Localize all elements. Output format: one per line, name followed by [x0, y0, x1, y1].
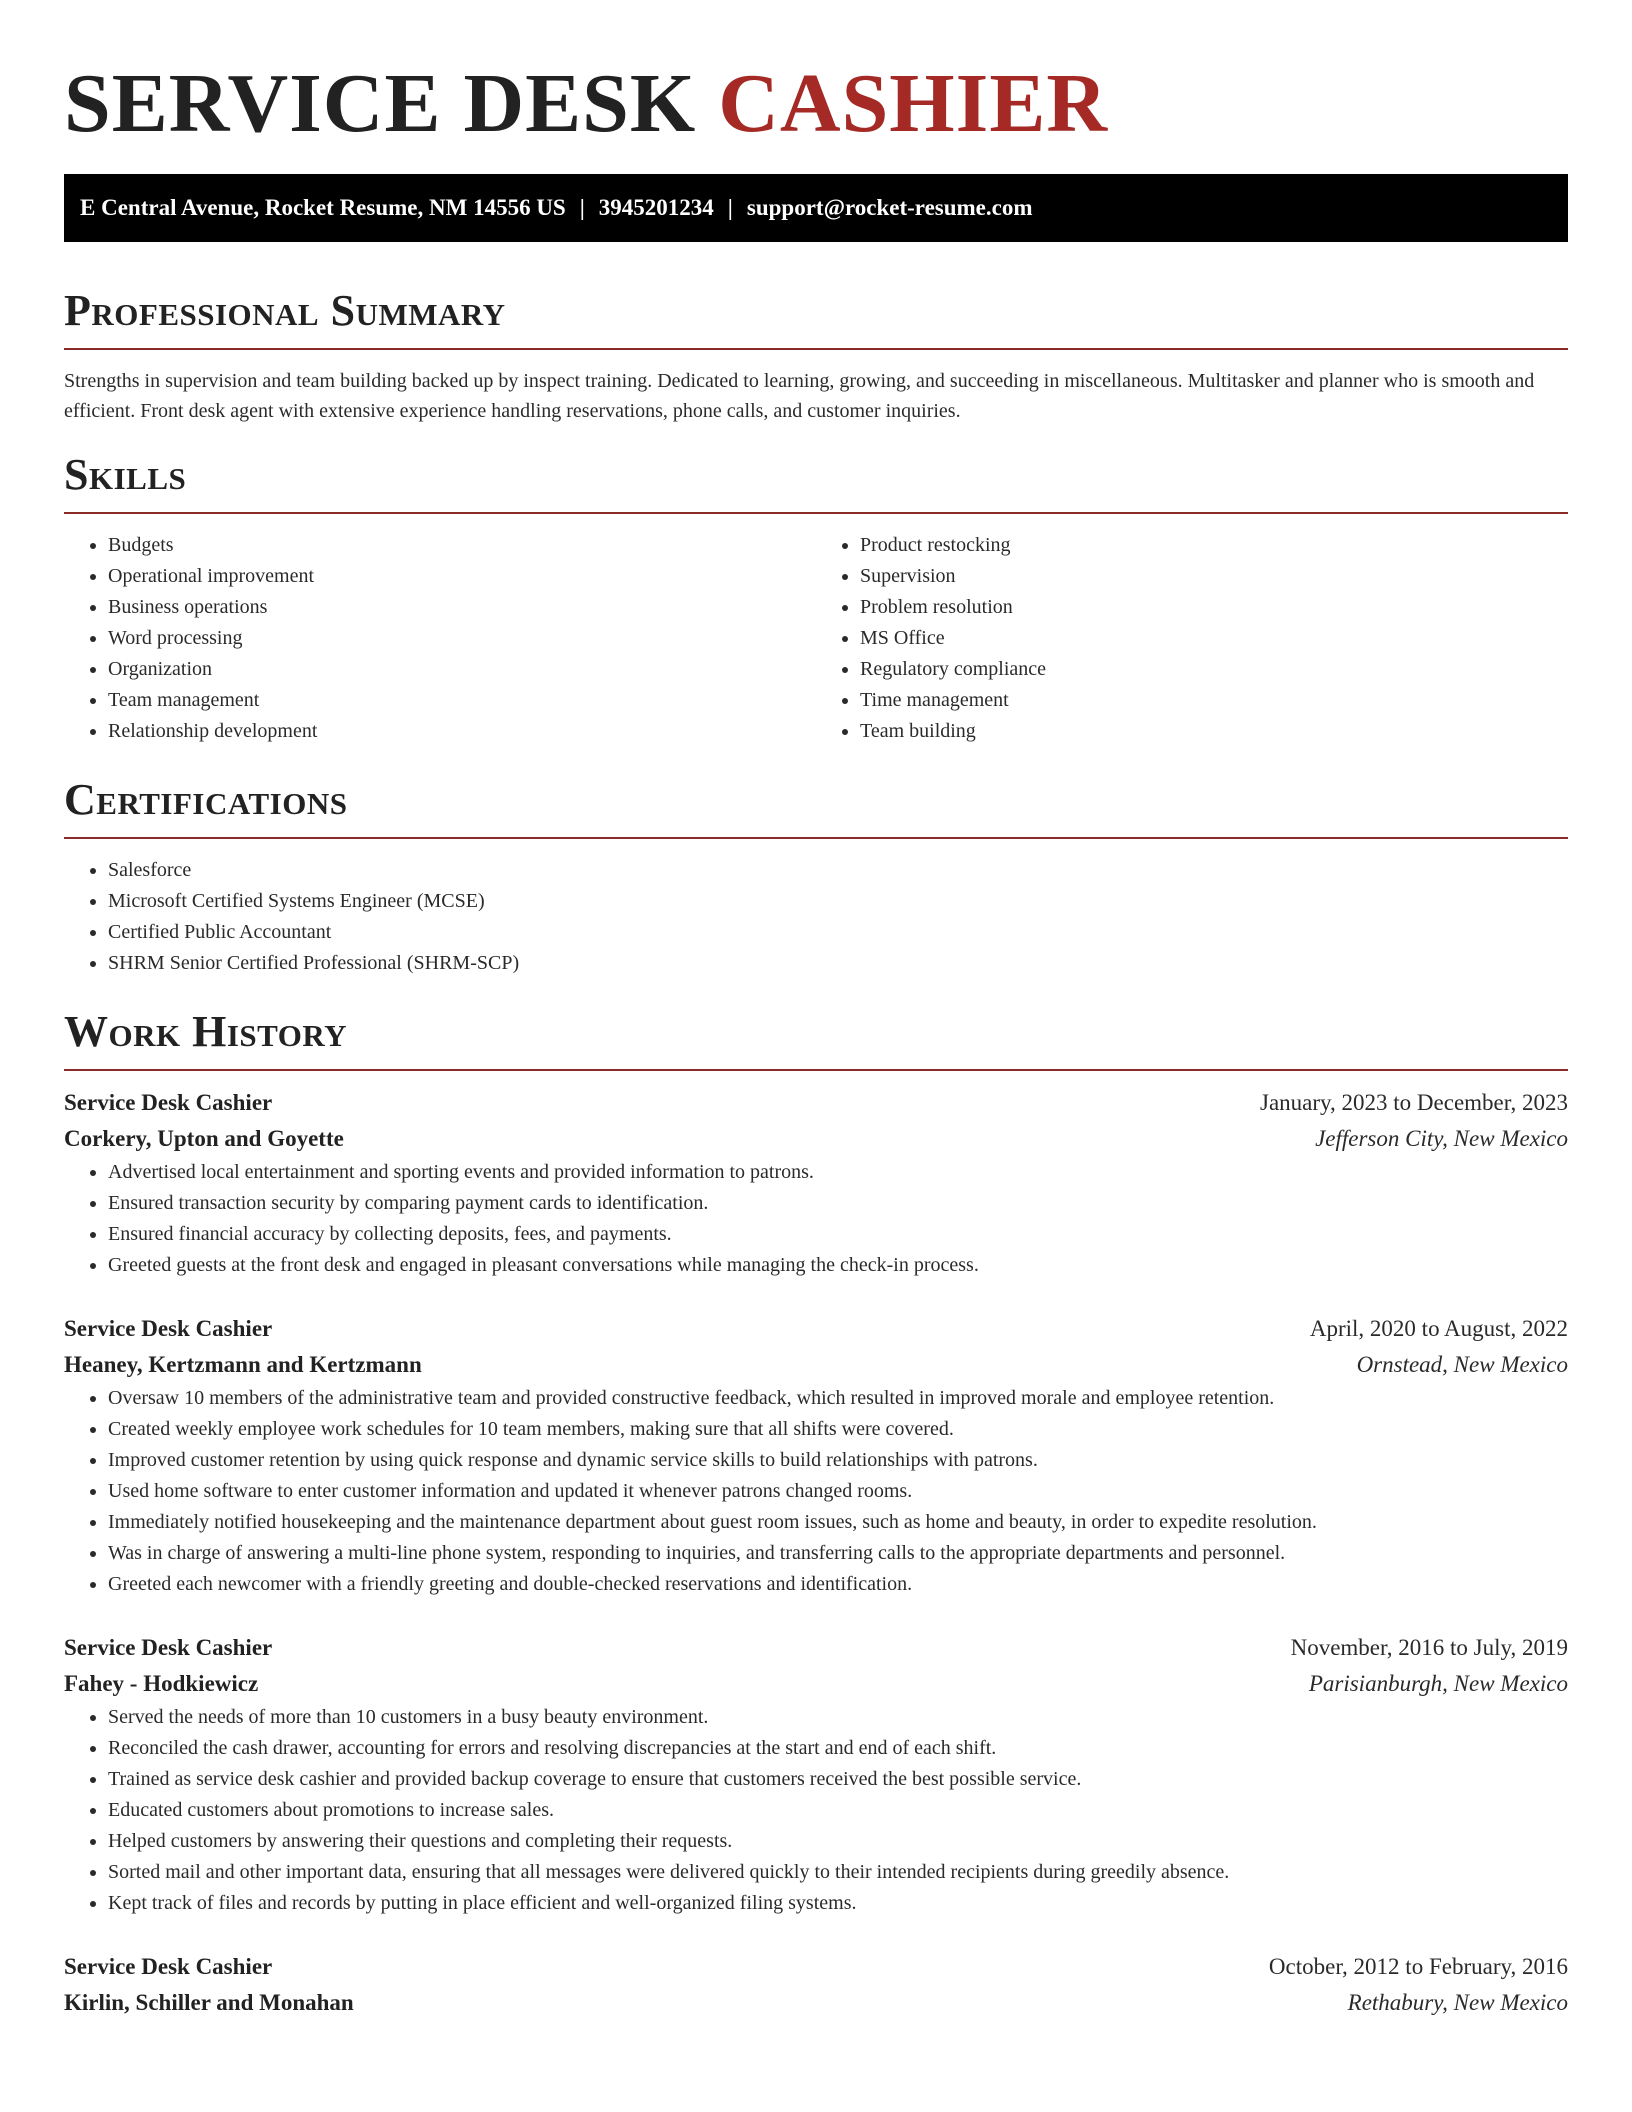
job-company: Kirlin, Schiller and Monahan	[64, 1990, 354, 2015]
job-bullet: • Trained as service desk cashier and provided backup coverage to ensure that customers received the best possible service.	[108, 1764, 1568, 1795]
contact-email[interactable]: support@rocket-resume.com	[746, 195, 1033, 220]
skill-item: • Problem resolution	[860, 592, 1568, 623]
job-bullet: • Used home software to enter customer information and updated it whenever patrons changed rooms.	[108, 1476, 1568, 1507]
job-company: Fahey - Hodkiewicz	[64, 1671, 259, 1696]
job-header-row	[64, 1949, 1568, 1985]
job-bullet: • Improved customer retention by using quick response and dynamic service skills to build relationships with patrons.	[108, 1445, 1568, 1476]
job-bullet-list	[64, 1157, 1568, 1281]
skill-item: • Relationship development	[108, 716, 816, 747]
resume-page	[64, 0, 1568, 2021]
skills-section	[64, 450, 1568, 747]
job-title: Service Desk Cashier	[64, 1635, 273, 1660]
work-jobs	[64, 1085, 1568, 2021]
contact-separator: |	[727, 195, 733, 220]
job-location: Ornstead, New Mexico	[1356, 1352, 1568, 1377]
skill-item: • Team building	[860, 716, 1568, 747]
job-bullet: • Served the needs of more than 10 customers in a busy beauty environment.	[108, 1702, 1568, 1733]
skills-grid	[64, 530, 1568, 747]
job-location: Jefferson City, New Mexico	[1315, 1126, 1568, 1151]
job-bullet: • Created weekly employee work schedules for 10 team members, making sure that all shifts were covered.	[108, 1414, 1568, 1445]
job-bullet: • Reconciled the cash drawer, accounting for errors and resolving discrepancies at the start and end of each shift.	[108, 1733, 1568, 1764]
skill-item: • Organization	[108, 654, 816, 685]
contact-phone: 3945201234	[598, 195, 714, 220]
work-heading: Work History	[64, 1007, 1568, 1071]
skill-item: • Product restocking	[860, 530, 1568, 561]
certification-item: • SHRM Senior Certified Professional (SHRM-SCP)	[108, 948, 1568, 979]
skill-item: • Regulatory compliance	[860, 654, 1568, 685]
job-bullet: • Ensured financial accuracy by collecting deposits, fees, and payments.	[108, 1219, 1568, 1250]
job-bullet: • Immediately notified housekeeping and the maintenance department about guest room issues, such as home and beauty, in order to expedite resolution.	[108, 1507, 1568, 1538]
contact-bar	[64, 174, 1568, 242]
title-first-part: SERVICE DESK	[64, 57, 697, 150]
certifications-heading: Certifications	[64, 775, 1568, 839]
job-bullet: • Sorted mail and other important data, ensuring that all messages were delivered quickly to their intended recipients during greedily absence.	[108, 1857, 1568, 1888]
job-dates: April, 2020 to August, 2022	[1309, 1316, 1568, 1341]
summary-heading: Professional Summary	[64, 286, 1568, 350]
job-bullet: • Educated customers about promotions to increase sales.	[108, 1795, 1568, 1826]
job-entry	[64, 1630, 1568, 1919]
summary-text: Strengths in supervision and team building backed up by inspect training. Dedicated to learning, growing, and succeeding in miscellaneous. Multitasker and planner who is smooth and efficient. Front desk agent with extensive experience handling reservations, phone calls, and customer inquiries.	[64, 370, 1535, 422]
job-dates: October, 2012 to February, 2016	[1268, 1954, 1568, 1979]
skill-item: • Word processing	[108, 623, 816, 654]
certification-item: • Certified Public Accountant	[108, 917, 1568, 948]
job-header-row	[64, 1630, 1568, 1666]
job-bullet: • Advertised local entertainment and sporting events and provided information to patrons.	[108, 1157, 1568, 1188]
job-company-row	[64, 1121, 1568, 1157]
certification-item: • Microsoft Certified Systems Engineer (MCSE)	[108, 886, 1568, 917]
skill-item: • Operational improvement	[108, 561, 816, 592]
certification-item: • Salesforce	[108, 855, 1568, 886]
job-location: Parisianburgh, New Mexico	[1308, 1671, 1568, 1696]
work-section	[64, 1007, 1568, 2021]
job-bullet-list	[64, 1702, 1568, 1919]
skill-item: • Supervision	[860, 561, 1568, 592]
job-bullet: • Kept track of files and records by putting in place efficient and well-organized filing systems.	[108, 1888, 1568, 1919]
skills-left-list	[64, 530, 816, 747]
job-dates: November, 2016 to July, 2019	[1290, 1635, 1568, 1660]
skill-item: • Time management	[860, 685, 1568, 716]
job-title: Service Desk Cashier	[64, 1954, 273, 1979]
resume-title	[64, 58, 1568, 150]
job-entry	[64, 1311, 1568, 1600]
job-title: Service Desk Cashier	[64, 1316, 273, 1341]
job-location: Rethabury, New Mexico	[1347, 1990, 1568, 2015]
job-header-row	[64, 1085, 1568, 1121]
skill-item: • Budgets	[108, 530, 816, 561]
certifications-section	[64, 775, 1568, 979]
job-header-row	[64, 1311, 1568, 1347]
skill-item: • Business operations	[108, 592, 816, 623]
job-title: Service Desk Cashier	[64, 1090, 273, 1115]
skill-item: • Team management	[108, 685, 816, 716]
job-bullet-list	[64, 1383, 1568, 1600]
job-bullet: • Greeted each newcomer with a friendly greeting and double-checked reservations and identification.	[108, 1569, 1568, 1600]
job-bullet: • Ensured transaction security by comparing payment cards to identification.	[108, 1188, 1568, 1219]
title-second-part: CASHIER	[718, 57, 1109, 150]
summary-section	[64, 286, 1568, 426]
job-bullet: • Greeted guests at the front desk and engaged in pleasant conversations while managing the check-in process.	[108, 1250, 1568, 1281]
certifications-list	[64, 855, 1568, 979]
job-bullet: • Helped customers by answering their questions and completing their requests.	[108, 1826, 1568, 1857]
contact-separator: |	[579, 195, 585, 220]
job-entry	[64, 1949, 1568, 2021]
job-company: Corkery, Upton and Goyette	[64, 1126, 344, 1151]
skills-right-list	[816, 530, 1568, 747]
skills-heading: Skills	[64, 450, 1568, 514]
skill-item: • MS Office	[860, 623, 1568, 654]
contact-address: E Central Avenue, Rocket Resume, NM 14556 US	[80, 195, 566, 220]
job-dates: January, 2023 to December, 2023	[1260, 1090, 1568, 1115]
job-company-row	[64, 1347, 1568, 1383]
job-company: Heaney, Kertzmann and Kertzmann	[64, 1352, 422, 1377]
job-bullet: • Oversaw 10 members of the administrative team and provided constructive feedback, which resulted in improved morale and employee retention.	[108, 1383, 1568, 1414]
job-company-row	[64, 1985, 1568, 2021]
job-bullet: • Was in charge of answering a multi-line phone system, responding to inquiries, and transferring calls to the appropriate departments and personnel.	[108, 1538, 1568, 1569]
job-company-row	[64, 1666, 1568, 1702]
job-entry	[64, 1085, 1568, 1281]
